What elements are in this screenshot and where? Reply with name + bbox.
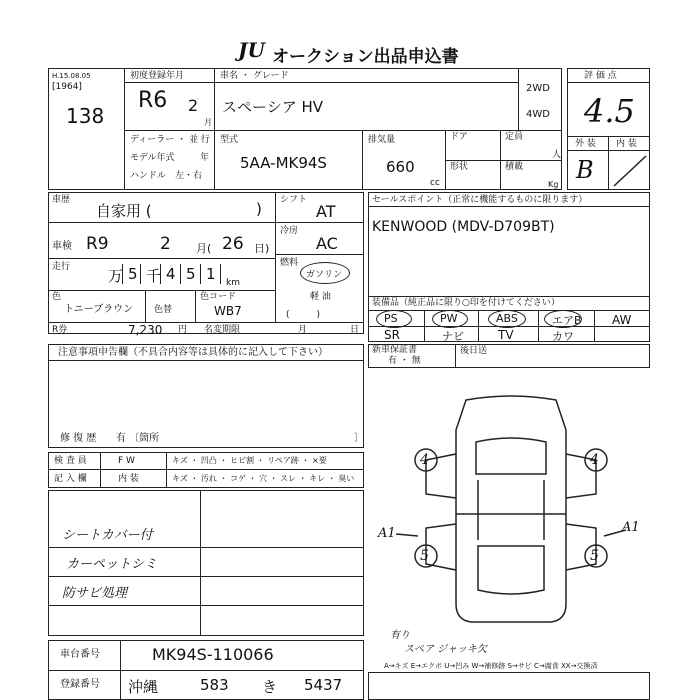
- car-diagram: [396, 394, 626, 630]
- equip-item: ABS: [496, 312, 518, 325]
- small-code: H.15.08.05: [52, 72, 91, 80]
- drive-2wd: 2WD: [526, 83, 550, 94]
- first-reg-month: 2: [188, 96, 199, 115]
- damage-mark: 4: [420, 452, 429, 468]
- int-legend: キズ ・ 汚れ ・ コゲ ・ 穴 ・ スレ ・ キレ ・ 臭い: [172, 474, 355, 483]
- inspect-label: 車検: [52, 241, 72, 252]
- equip-item: AW: [612, 313, 632, 327]
- equip-item: PW: [440, 312, 458, 325]
- equip-item: PS: [384, 312, 398, 325]
- recolor-label: 色替: [154, 305, 173, 315]
- notes-header: 注意事項申告欄（不具合内容等は具体的に記入して下さい）: [58, 347, 328, 358]
- lot-number: 138: [66, 104, 105, 128]
- color-code: WB7: [214, 304, 242, 318]
- handle-label: ハンドル 左・右: [130, 171, 203, 181]
- year-unit: 年: [200, 153, 210, 163]
- type-value: 5AA-MK94S: [240, 154, 327, 172]
- left-mark: A1: [378, 526, 396, 541]
- load-label: 積載: [505, 162, 524, 172]
- mileage-digit: 4: [166, 265, 176, 283]
- month-unit: 月: [204, 118, 212, 127]
- car-name: スペーシア HV: [222, 98, 324, 116]
- history-value: 自家用 (: [96, 202, 152, 220]
- car-name-label: 車名 ・ グレード: [220, 71, 289, 81]
- door-label: ドア: [450, 132, 468, 142]
- tag-note: 有り: [390, 630, 410, 641]
- history-close: ): [256, 200, 262, 218]
- rating-label: 評 価 点: [584, 71, 617, 81]
- mileage-label: 走行: [52, 262, 71, 272]
- interior-label: 内 装: [118, 474, 139, 484]
- fuel-circle: [300, 262, 350, 284]
- year-code: [1964]: [52, 82, 82, 92]
- shape-label: 形状: [450, 162, 469, 172]
- sales-value: KENWOOD (MDV-D709BT): [372, 219, 555, 235]
- model-year-label: モデル年式: [130, 153, 175, 163]
- mileage-digit: 1: [206, 265, 216, 283]
- recycle-label: R券: [52, 325, 68, 335]
- name-change-label: 名変期限: [204, 325, 241, 335]
- rating-value: 4.5: [584, 92, 635, 130]
- nc-day: 日: [350, 325, 360, 335]
- rear-label: 後日送: [460, 346, 488, 356]
- spare-note: スペア ジャッキ欠: [404, 644, 487, 655]
- dealer-label: ディーラー ・ 並 行: [130, 135, 210, 145]
- inspect-month: 2: [160, 234, 171, 254]
- new-car-label: 新車保証書: [372, 345, 418, 355]
- mileage-digit: 5: [128, 265, 138, 283]
- ac-value: AC: [316, 234, 338, 253]
- slash-mark: [610, 152, 650, 190]
- chassis-label: 車台番号: [60, 649, 100, 660]
- ac-label: 冷房: [280, 226, 299, 236]
- equip-item: SR: [384, 328, 400, 342]
- new-car-value: 有 ・ 無: [388, 356, 421, 366]
- record-label: 記 入 欄: [54, 474, 87, 484]
- fw-legend: キズ ・ 凹凸 ・ ヒビ割 ・ リペア跡 ・ ×要: [172, 456, 327, 465]
- equip-item: ナビ: [442, 330, 464, 343]
- repair-value: 有 〔箇所: [116, 433, 160, 444]
- equip-circle: [488, 310, 526, 328]
- equip-item: カワ: [552, 330, 574, 343]
- equip-item: TV: [498, 328, 514, 342]
- recycle-value: 7,230: [128, 323, 163, 337]
- cc-unit: cc: [430, 178, 440, 188]
- mileage-digit: 千: [146, 267, 162, 285]
- fw-label: F W: [118, 456, 135, 466]
- damage-mark: 5: [590, 548, 599, 564]
- equip-circle: [544, 310, 582, 328]
- reg-num: 5437: [304, 676, 343, 694]
- type-label: 型式: [220, 135, 239, 145]
- sales-label: セールスポイント（正常に機能するものに限ります）: [372, 195, 588, 205]
- interior-grade: B: [576, 156, 594, 184]
- nc-month: 月: [298, 325, 308, 335]
- interior-label: 内 装: [616, 139, 637, 149]
- shift-value: AT: [316, 202, 336, 221]
- color-code-label: 色コード: [200, 292, 237, 302]
- equip-circle: [376, 310, 412, 328]
- first-reg-label: 初度登録年月: [130, 71, 185, 81]
- mileage-digit: 万: [108, 267, 124, 285]
- damage-legend: A→キズ E→エクボ U→凹み W→補修跡 S→サビ C→腐食 XX→交換済: [384, 662, 598, 670]
- drive-4wd: 4WD: [526, 109, 550, 120]
- stamp-block: [368, 672, 650, 700]
- reg-label: 登録番号: [60, 679, 100, 690]
- damage-mark: 4: [590, 452, 599, 468]
- equipment-label: 装備品（純正品に限り○印を付けてください）: [372, 298, 560, 308]
- first-reg-year: R6: [138, 88, 168, 113]
- yen-unit: 円: [178, 325, 188, 335]
- history-label: 車歴: [52, 195, 71, 205]
- fuel-value: ガソリン: [306, 270, 343, 280]
- inspector-label: 検 査 員: [54, 456, 87, 466]
- repair-label: 修 復 歴: [60, 433, 97, 444]
- inspect-month-unit: 月(: [196, 242, 212, 255]
- reg-kana: き: [262, 678, 278, 696]
- kg-unit: Kg: [548, 180, 559, 189]
- fuel-light: 軽 油: [310, 292, 331, 302]
- color-label: 色: [52, 292, 62, 302]
- displacement-label: 排気量: [368, 135, 396, 145]
- reg-area: 沖縄: [128, 678, 159, 696]
- inspect-day: 26: [222, 234, 244, 254]
- capacity-label: 定員: [505, 132, 524, 142]
- equip-circle: [432, 310, 468, 328]
- damage-mark: 5: [420, 548, 429, 564]
- person-unit: 人: [552, 150, 562, 160]
- color-value: トニーブラウン: [64, 304, 134, 315]
- logo: JU: [238, 38, 265, 62]
- displacement-value: 660: [386, 158, 415, 176]
- page-title: オークション出品申込書: [272, 47, 459, 67]
- handwritten-note: 防サビ処理: [62, 586, 128, 601]
- handwritten-note: シートカバー付: [62, 528, 153, 543]
- km-unit: km: [226, 278, 240, 288]
- chassis-value: MK94S-110066: [152, 645, 274, 664]
- repair-close: 〕: [354, 433, 364, 444]
- right-mark: A1: [622, 520, 640, 535]
- reg-class: 583: [200, 676, 229, 694]
- inspect-day-unit: 日): [254, 242, 270, 255]
- exterior-label: 外 装: [575, 139, 596, 149]
- equip-item: エアB: [552, 314, 582, 327]
- fuel-label: 燃料: [280, 258, 299, 268]
- shift-label: シフト: [280, 195, 308, 205]
- inspect-era: R9: [86, 234, 109, 254]
- mileage-digit: 5: [186, 265, 196, 283]
- handwritten-note: カーペットシミ: [66, 557, 158, 572]
- fuel-paren: ( ): [286, 310, 321, 320]
